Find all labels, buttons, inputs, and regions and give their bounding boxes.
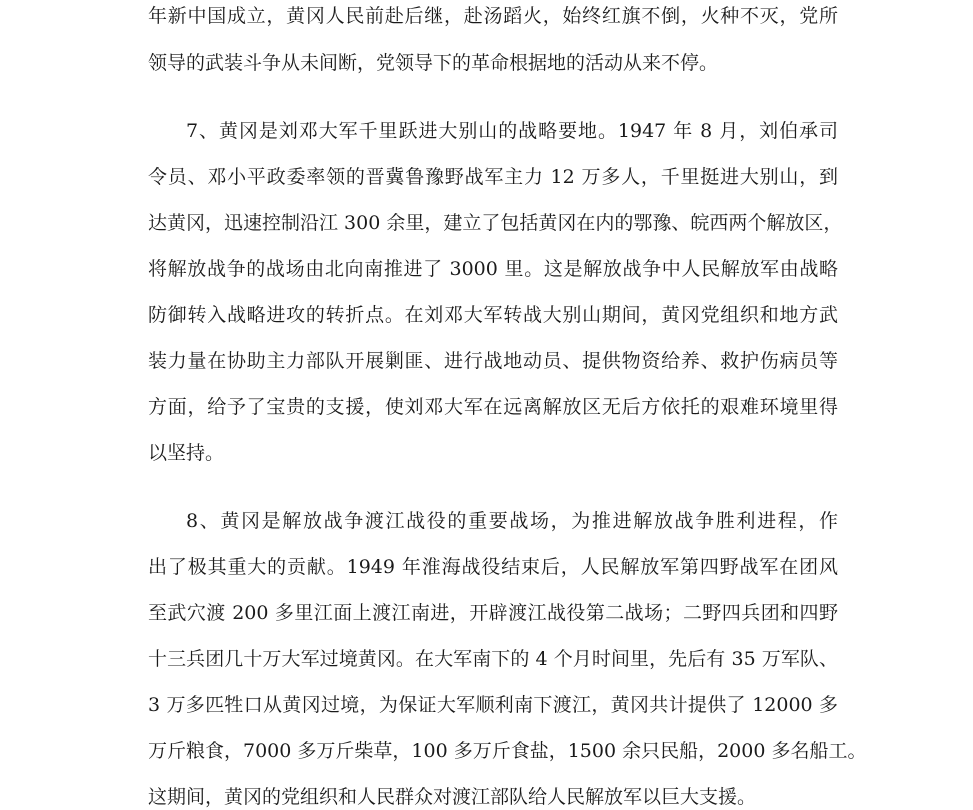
paragraph-heading-line: 7、黄冈是刘邓大军千里跃进大别山的战略要地。1947 年 8 月，刘伯承司 [186, 120, 838, 142]
text-line: 令员、邓小平政委率领的晋冀鲁豫野战军主力 12 万多人，千里挺进大别山，到 [148, 166, 838, 188]
text-line: 万斤粮食，7000 多万斤柴草，100 多万斤食盐，1500 余只民船，2000 多名船工。 [148, 740, 867, 762]
text-line: 至武穴渡 200 多里江面上渡江南进，开辟渡江战役第二战场；二野四兵团和四野 [148, 602, 838, 624]
text-line: 将解放战争的战场由北向南推进了 3000 里。这是解放战争中人民解放军由战略 [148, 258, 838, 280]
text-line: 达黄冈，迅速控制沿江 300 余里，建立了包括黄冈在内的鄂豫、皖西两个解放区， [148, 212, 843, 234]
text-line: 防御转入战略进攻的转折点。在刘邓大军转战大别山期间，黄冈党组织和地方武 [148, 304, 838, 326]
text-line: 3 万多匹牲口从黄冈过境，为保证大军顺利南下渡江，黄冈共计提供了 12000 多 [148, 694, 838, 716]
text-line: 领导的武装斗争从未间断，党领导下的革命根据地的活动从来不停。 [148, 52, 719, 74]
text-line: 出了极其重大的贡献。1949 年淮海战役结束后，人民解放军第四野战军在团风 [148, 556, 838, 578]
text-line: 方面，给予了宝贵的支援，使刘邓大军在远离解放区无后方依托的艰难环境里得 [148, 396, 838, 418]
text-line: 年新中国成立，黄冈人民前赴后继，赴汤蹈火，始终红旗不倒，火种不灭，党所 [148, 5, 838, 27]
paragraph-heading-line: 8、黄冈是解放战争渡江战役的重要战场，为推进解放战争胜利进程，作 [186, 510, 838, 532]
text-line: 以坚持。 [148, 442, 225, 464]
text-line: 装力量在协助主力部队开展剿匪、进行战地动员、提供物资给养、救护伤病员等 [148, 350, 838, 372]
text-line: 这期间，黄冈的党组织和人民群众对渡江部队给人民解放军以巨大支援。 [148, 786, 757, 808]
text-line: 十三兵团几十万大军过境黄冈。在大军南下的 4 个月时间里，先后有 35 万军队、 [148, 648, 838, 670]
